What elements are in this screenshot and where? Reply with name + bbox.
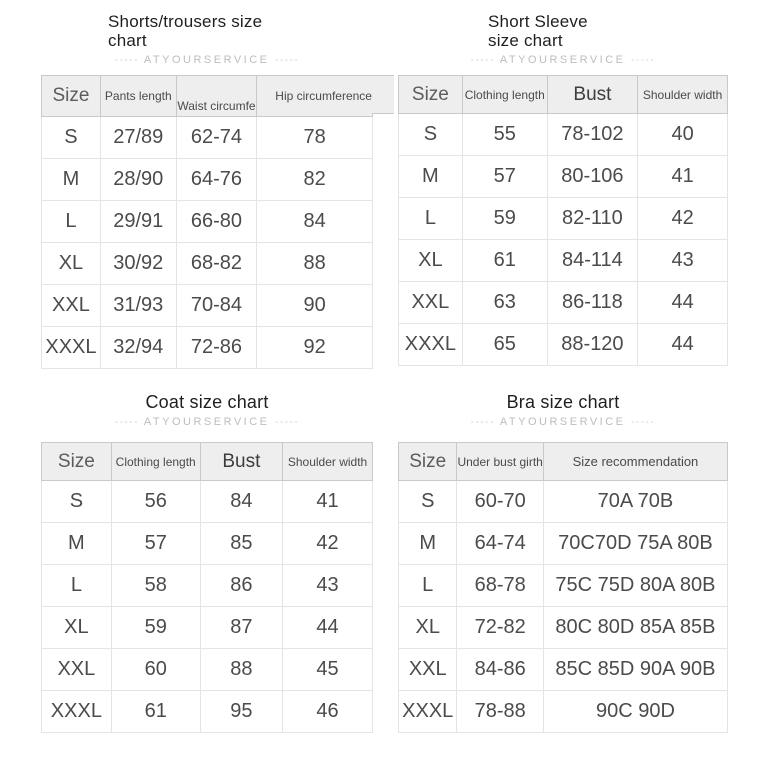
column-header-shoulder-width: Shoulder width [283,443,373,481]
size-cell: XXXL [42,691,112,733]
value-cell: 82-110 [547,198,637,240]
table-row [42,607,373,649]
value-cell: 82 [257,159,373,201]
header-row [42,443,373,481]
brand-dashes-right: ----- [275,55,300,66]
sleeve-table-body [399,114,728,366]
value-cell: 45 [283,649,373,691]
column-header-size-recommendation: Size recommendation [543,443,727,481]
table-row [42,285,373,327]
value-cell: 72-86 [176,327,257,369]
value-cell: 58 [111,565,200,607]
size-cell: S [399,114,463,156]
value-cell: 64-74 [457,523,543,565]
size-cell: M [42,159,101,201]
size-cell: XXL [42,285,101,327]
size-cell: XXL [399,649,457,691]
value-cell: 56 [111,481,200,523]
value-cell: 29/91 [100,201,176,243]
value-cell: 84 [257,201,373,243]
value-cell: 31/93 [100,285,176,327]
value-cell: 60-70 [457,481,543,523]
shorts-chart-title [41,12,373,50]
shorts-table-body [42,117,373,369]
chart-title-line: Short Sleeve [488,12,588,31]
size-cell: XXL [399,282,463,324]
value-cell: 61 [462,240,547,282]
column-header-bust: Bust [547,76,637,114]
column-header-size: Size [399,443,457,481]
chart-title-line: Bra size chart [506,392,620,412]
column-header-under-bust-girth: Under bust girth [457,443,543,481]
value-cell: 46 [283,691,373,733]
size-cell: S [399,481,457,523]
bra-size-table [398,442,728,733]
size-cell: M [42,523,112,565]
value-cell: 68-82 [176,243,257,285]
brand-text: ATYOURSERVICE [143,416,270,428]
size-cell: M [399,156,463,198]
size-cell: XL [42,243,101,285]
table-row [42,117,373,159]
size-cell: S [42,117,101,159]
brand-line [398,53,728,68]
table-row [42,691,373,733]
value-cell: 55 [462,114,547,156]
size-cell: S [42,481,112,523]
value-cell: 44 [638,324,728,366]
value-cell: 44 [283,607,373,649]
value-cell: 61 [111,691,200,733]
value-cell: 95 [200,691,282,733]
value-cell: 41 [283,481,373,523]
column-header-size: Size [42,443,112,481]
value-cell: 59 [462,198,547,240]
size-cell: XL [42,607,112,649]
brand-dashes-right: ----- [631,55,656,66]
table-row [42,523,373,565]
size-cell: XXXL [399,691,457,733]
brand-dashes-left: ----- [114,55,139,66]
value-cell: 75C 75D 80A 80B [543,565,727,607]
value-cell: 92 [257,327,373,369]
header-row [399,76,728,114]
coat-table-header [42,443,373,481]
size-cell: L [399,198,463,240]
value-cell: 42 [638,198,728,240]
brand-dashes-left: ----- [470,55,495,66]
value-cell: 44 [638,282,728,324]
value-cell: 78 [257,117,373,159]
column-header-size: Size [399,76,463,114]
size-cell: XL [399,240,463,282]
chart-grid [41,0,728,733]
value-cell: 60 [111,649,200,691]
value-cell: 72-82 [457,607,543,649]
panel-bra [398,360,728,733]
table-row [399,523,728,565]
coat-chart-title [41,392,373,412]
table-row [42,201,373,243]
size-cell: XL [399,607,457,649]
sleeve-table-header [399,76,728,114]
chart-title-line: Shorts/trousers size [108,12,263,31]
value-cell: 88-120 [547,324,637,366]
value-cell: 43 [638,240,728,282]
size-cell: L [42,565,112,607]
value-cell: 85 [200,523,282,565]
size-cell: XXXL [399,324,463,366]
brand-text: ATYOURSERVICE [499,416,626,428]
value-cell: 68-78 [457,565,543,607]
table-row [399,565,728,607]
brand-line [41,415,373,430]
brand-dashes-left: ----- [470,417,495,428]
value-cell: 40 [638,114,728,156]
size-cell: L [42,201,101,243]
value-cell: 30/92 [100,243,176,285]
value-cell: 78-88 [457,691,543,733]
value-cell: 32/94 [100,327,176,369]
value-cell: 62-74 [176,117,257,159]
coat-size-table [41,442,373,733]
chart-title-line: size chart [488,31,563,50]
table-row [399,240,728,282]
value-cell: 65 [462,324,547,366]
column-header-size: Size [42,76,101,117]
value-cell: 88 [200,649,282,691]
value-cell: 85C 85D 90A 90B [543,649,727,691]
value-cell: 90C 90D [543,691,727,733]
value-cell: 86-118 [547,282,637,324]
value-cell: 84-114 [547,240,637,282]
value-cell: 41 [638,156,728,198]
brand-text: ATYOURSERVICE [143,54,270,66]
size-cell: M [399,523,457,565]
panel-shorts-trousers [41,0,373,360]
table-row [399,156,728,198]
value-cell: 70C70D 75A 80B [543,523,727,565]
value-cell: 80-106 [547,156,637,198]
value-cell: 57 [462,156,547,198]
column-header-pants-length: Pants length [100,76,176,117]
table-row [42,649,373,691]
header-row [399,443,728,481]
column-header-clothing-length: Clothing length [462,76,547,114]
column-header-clothing-length: Clothing length [111,443,200,481]
column-header-shoulder-width: Shoulder width [638,76,728,114]
table-row [399,282,728,324]
table-row [42,243,373,285]
shorts-size-table [41,75,373,369]
table-row [399,691,728,733]
value-cell: 87 [200,607,282,649]
bra-chart-title [398,392,728,412]
brand-line [398,415,728,430]
table-row [399,114,728,156]
brand-dashes-right: ----- [275,417,300,428]
panel-coat [41,360,373,733]
value-cell: 70A 70B [543,481,727,523]
table-row [399,649,728,691]
sleeve-size-table [398,75,728,366]
value-cell: 63 [462,282,547,324]
table-row [42,565,373,607]
value-cell: 78-102 [547,114,637,156]
value-cell: 88 [257,243,373,285]
table-row [399,481,728,523]
brand-line [41,53,373,68]
brand-dashes-right: ----- [631,417,656,428]
table-row [399,198,728,240]
brand-dashes-left: ----- [114,417,139,428]
table-row [42,481,373,523]
value-cell: 42 [283,523,373,565]
value-cell: 57 [111,523,200,565]
bra-table-body [399,481,728,733]
value-cell: 64-76 [176,159,257,201]
panel-short-sleeve [398,0,728,360]
coat-table-body [42,481,373,733]
value-cell: 84 [200,481,282,523]
value-cell: 59 [111,607,200,649]
value-cell: 90 [257,285,373,327]
table-row [42,159,373,201]
value-cell: 70-84 [176,285,257,327]
sleeve-chart-title [398,12,728,50]
column-header-waist-circumfe: Waist circumfe [176,76,257,117]
chart-title-line: chart [108,31,147,50]
column-header-bust: Bust [200,443,282,481]
bra-table-header [399,443,728,481]
size-cell: XXXL [42,327,101,369]
value-cell: 28/90 [100,159,176,201]
column-header-hip-circumference: Hip circumference [257,76,373,117]
header-row [42,76,373,117]
brand-text: ATYOURSERVICE [499,54,626,66]
table-row [399,607,728,649]
value-cell: 84-86 [457,649,543,691]
value-cell: 86 [200,565,282,607]
value-cell: 43 [283,565,373,607]
shorts-table-header [42,76,373,117]
value-cell: 66-80 [176,201,257,243]
value-cell: 80C 80D 85A 85B [543,607,727,649]
chart-title-line: Coat size chart [145,392,269,412]
size-cell: L [399,565,457,607]
value-cell: 27/89 [100,117,176,159]
size-cell: XXL [42,649,112,691]
